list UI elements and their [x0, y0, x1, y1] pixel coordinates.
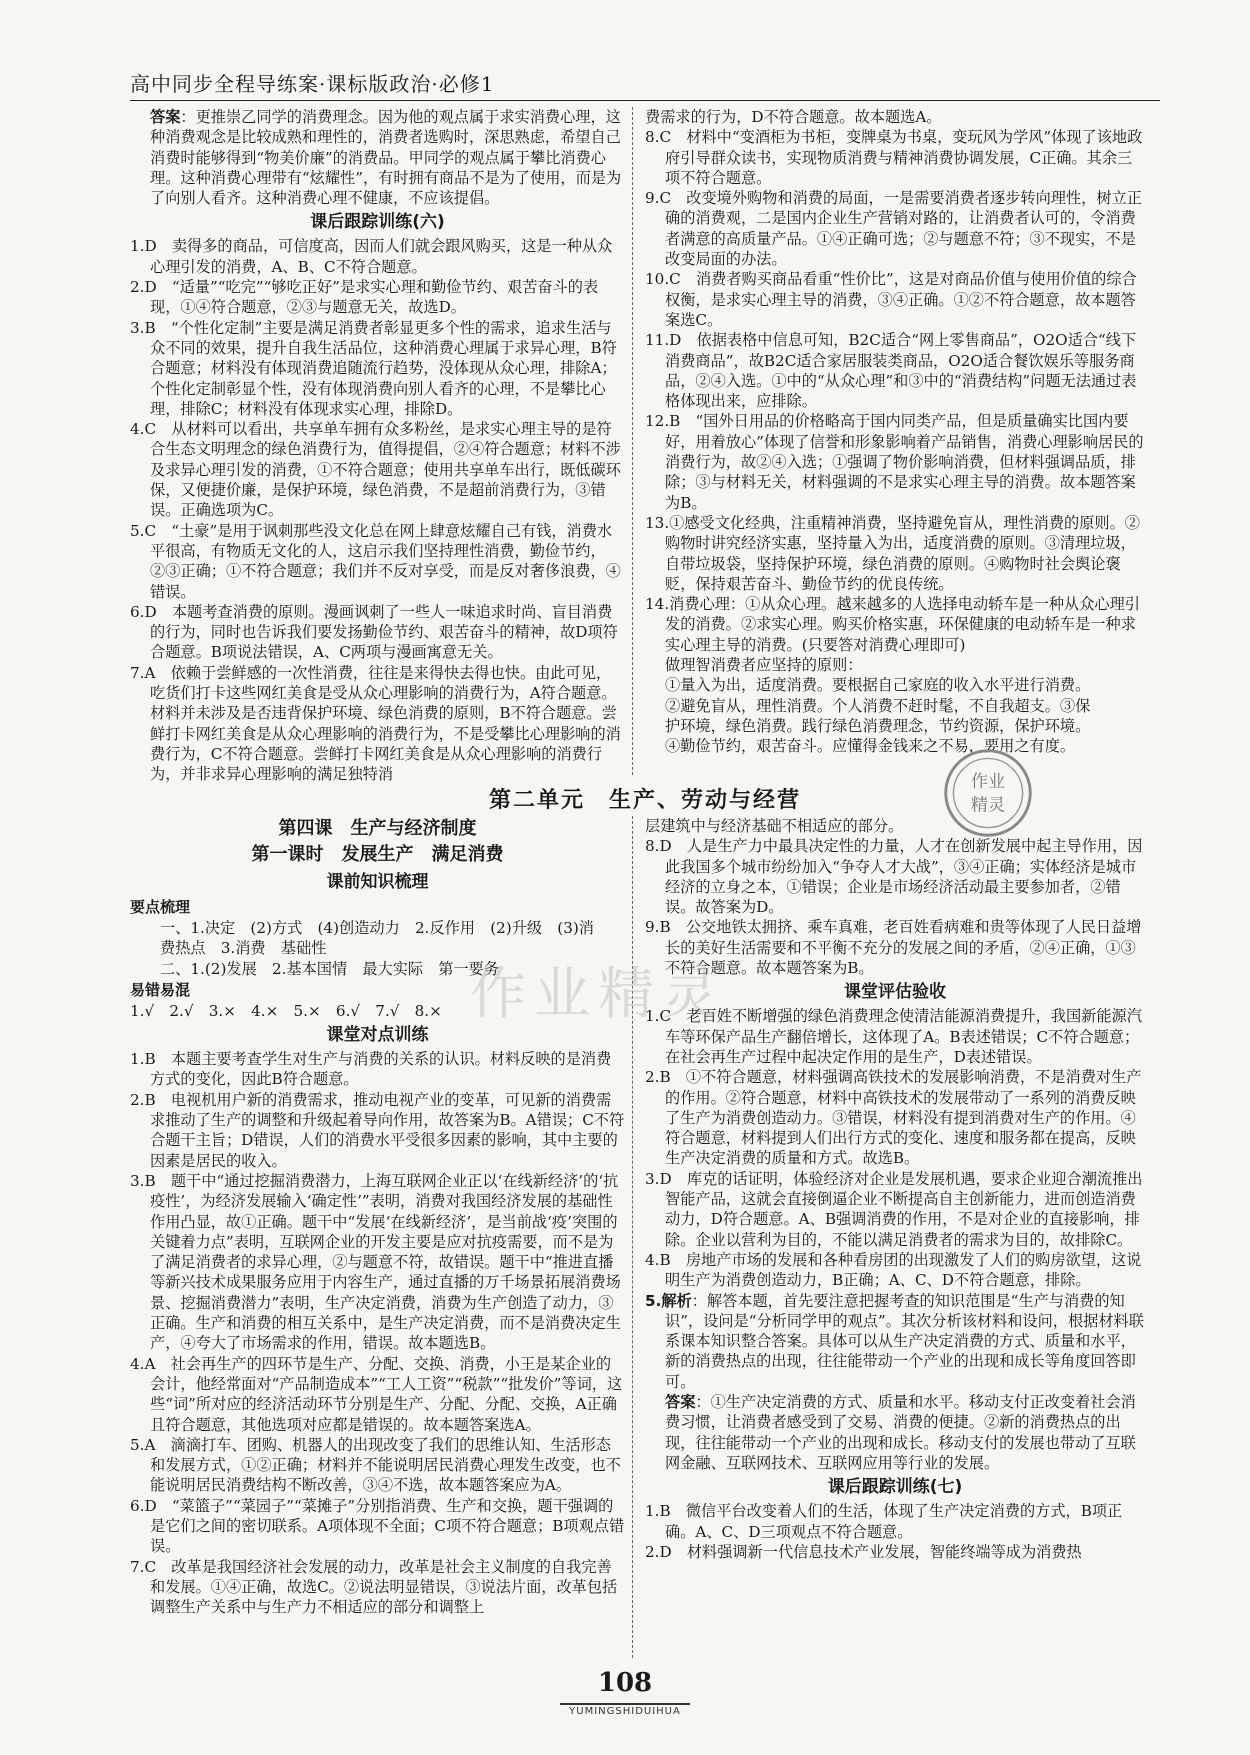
exercise-item: 2.D “适量”“吃完”“够吃正好”是求实心理和勤俭节约、艰苦奋斗的表现，①④符合题意，②③与题意无关，故选D。	[130, 278, 599, 317]
page-number: 108	[597, 1668, 653, 1698]
exercise-item: 1.D 卖得多的商品，可信度高，因而人们就会跟风购买，这是一种从众心理引发的消费，A、B、C不符合题意。	[130, 237, 613, 276]
assessment-exercise-list	[645, 1006, 1145, 1290]
principle-line: ④勤俭节约，艰苦奋斗。应懂得金钱来之不易，要用之有度。	[665, 737, 1076, 756]
exercise-item: 1.B 微信平台改变着人们的生活，体现了生产决定消费的方式，B项正确。A、C、D三项观点不符合题意。	[645, 1502, 1123, 1541]
footer-rule	[560, 1703, 690, 1705]
exercise-item: 3.B 题干中“通过挖掘消费潜力，上海互联网企业正以‘在线新经济’的‘抗疫性’，为经济发展输入‘确定性’”表明，消费对我国经济发展的基础性作用凸显，故①正确。题干中“发展‘在线新经济’，是当前战‘疫’突围的关键着力点”表明，互联网企业的开发主要是应对抗疫需要，而不是为了满足消费者的求异心理，②与题意不符，故错误。题干中“推进直播等新兴技术成果服务应用于内容生产，通过直播的万千场景拓展消费场景、挖掘消费潜力”表明，生产决定消费，消费为生产创造了动力，③正确。生产和消费的相互关系中，是生产决定消费，而不是消费决定生产，④夸大了市场需求的作用，错误。故本题选B。	[130, 1171, 621, 1353]
stamp-text-2: 精灵	[970, 795, 1006, 816]
answer-text-q5: ：①生产决定消费的方式、质量和水平。移动支付正改变着社会消费习惯，让消费者感受到了交易、消费的便捷。②新的消费热点的出现，往往能带动一个产业的出现和成长。移动支付的发展也带动了互联网金融、互联网技术、互联网应用等行业的发展。	[665, 1393, 1136, 1472]
exercise-item: 6.D “菜篮子”“菜园子”“菜摊子”分别指消费、生产和交换，题干强调的是它们之间的密切联系。A项体现不全面；C项不符合题意；B项观点错误。	[130, 1496, 625, 1556]
unit-title: 第二单元 生产、劳动与经营	[488, 788, 801, 813]
principle-line: ①量入为出，适度消费。要根据自己家庭的收入水平进行消费。	[665, 676, 1091, 695]
exercise-item: 14.消费心理：①从众心理。越来越多的人选择电动轿车是一种从众心理引发的消费。②求实心理。购买价格实惠，环保健康的电动轿车是一种求实心理主导的消费。(只要答对消费心理即可)	[645, 595, 1140, 654]
exercise-item: 费需求的行为，D不符合题意。故本题选A。	[645, 108, 942, 126]
column-divider-bottom	[632, 816, 633, 1658]
period-title: 第一课时 发展生产 满足消费	[251, 844, 504, 865]
analysis-label: 5.解析	[645, 1291, 692, 1310]
section-title-in-class: 课堂对点训练	[326, 1025, 429, 1046]
key-point-line: 二、1.(2)发展 2.基本国情 最大实际 第一要务	[160, 959, 500, 978]
answer-label-q5: 答案	[665, 1393, 696, 1412]
answer-label: 答案	[150, 108, 181, 126]
exercise-item: 1.C 老百姓不断增强的绿色消费理念使清洁能源消费提升，我国新能源汽车等环保产品生产翻倍增长，这体现了A。B表述错误；C不符合题意；在社会再生产过程中起决定作用的是生产，D表述错误。	[645, 1007, 1142, 1066]
after-class-7-exercise-list	[645, 1501, 1145, 1562]
exercise-item: 层建筑中与经济基础不相适应的部分。	[645, 817, 904, 835]
exercise-item: 5.A 滴滴打车、团购、机器人的出现改变了我们的思维认知、生活形态和发展方式，①②正确；材料并不能说明居民消费心理发生改变，也不能说明居民消费结构不断改善，③④不选，故本题答案应为A。	[130, 1435, 621, 1495]
header-rule	[130, 100, 1160, 101]
running-header: 高中同步全程导练案·课标版政治·必修1	[130, 72, 495, 96]
exercise-item: 1.B 本题主要考查学生对生产与消费的关系的认识。材料反映的是消费方式的变化，因此B符合题意。	[130, 1050, 612, 1089]
exercise-item: 3.D 库克的话证明，体验经济对企业是发展机遇，要求企业迎合潮流推出智能产品，这就会直接倒逼企业不断提高自主创新能力，进而创造消费动力，D符合题意。A、B强调消费的作用，不是对企业的直接影响，排除。企业以营利为目的，不能以满足消费者的需求为目的，故排除C。	[645, 1169, 1143, 1249]
right-top-column	[645, 107, 1145, 757]
key-point-line: 费热点 3.消费 基础性	[160, 939, 327, 958]
exercise-item: 12.B “国外日用品的价格略高于国内同类产品，但是质量确实比国内要好，用着放心”体现了信誉和形象影响着产品销售，消费心理影响居民的消费行为，故②④入选；①强调了物价影响消费，但材料强调品质，排除；③与材料无关，材料强调的不是求实心理主导的消费。故本题答案为B。	[645, 412, 1144, 512]
common-errors-label: 易错易混	[130, 980, 191, 999]
stamp-seal-icon	[940, 745, 1036, 841]
analysis-text: ：解答本题，首先要注意把握考查的知识范围是“生产与消费的知识”，设问是“分析同学甲的观点”。其次分析该材料和设问，根据材料联系课本知识整合答案。具体可以从生产决定消费的方式、质量和水平，新的消费热点的出现，往往能带动一个产业的出现和成长等角度回答即可。	[665, 1291, 1144, 1391]
exercise-item: 5.C “土豪”是用于讽刺那些没文化总在网上肆意炫耀自己有钱，消费水平很高，有物质无文化的人，这启示我们坚持理性消费，勤俭节约，②③正确；①不符合题意；我们并不反对享受，而是反对奢侈浪费，④错误。	[130, 521, 621, 601]
exercise-item: 8.C 材料中“变酒柜为书柜，变牌桌为书桌，变玩风为学风”体现了该地政府引导群众读书，实现物质消费与精神消费协调发展，C正确。其余三项不符合题意。	[645, 128, 1143, 187]
exercise-item: 2.B ①不符合题意，材料强调高铁技术的发展影响消费，不是消费对生产的作用。②符合题意，材料中高铁技术的发展带动了一系列的消费反映了生产为消费创造动力。③错误，材料没有提到消费对生产的作用。④符合题意，材料提到人们出行方式的变化、速度和服务都在提高，反映生产决定消费的质量和方式。故选B。	[645, 1068, 1142, 1168]
principles-block	[645, 655, 1145, 756]
exercise-item: 4.C 从材料可以看出，共享单车拥有众多粉丝，是求实心理主导的是符合生态文明理念的绿色消费行为，值得提倡，②④符合题意；材料不涉及求异心理引发的消费，①不符合题意；使用共享单车出行，既低碳环保，又便捷价廉，是保护环境，绿色消费，不是超前消费行为，③错误。正确选项为C。	[130, 420, 621, 520]
section-title-assessment: 课堂评估验收	[844, 982, 946, 1003]
footer-text: YUMINGSHIDUIHUA	[569, 1706, 681, 1717]
left-top-column	[130, 107, 625, 785]
principle-line: 做理智消费者应坚持的原则：	[665, 656, 863, 675]
exercise-list	[130, 236, 625, 784]
in-class-exercise-list	[130, 1049, 625, 1617]
key-point-line: 一、1.决定 (2)方式 (4)创造动力 2.反作用 (2)升级 (3)消	[160, 919, 594, 937]
column-divider-top	[632, 107, 633, 775]
exercise-item: 9.B 公交地铁太拥挤、乘车真难，老百姓看病难和贵等体现了人民日益增长的美好生活需要和不平衡不充分的发展之间的矛盾，②④正确，①③不符合题意。故本题答案为B。	[645, 918, 1142, 978]
exercise-item: 13.①感受文化经典，注重精神消费，坚持避免盲从，理性消费的原则。②购物时讲究经济实惠，坚持量入为出，适度消费的原则。③清理垃圾，自带垃圾袋，坚持保护环境，绿色消费的原则。④购物时社会舆论褒贬，保持艰苦奋斗、勤俭节约的优良传统。	[645, 513, 1140, 593]
key-points-label: 要点梳理	[130, 898, 191, 916]
exercise-item: 3.B “个性化定制”主要是满足消费者彰显更多个性的需求，追求生活与众不同的效果，提升自我生活品位，这种消费心理属于求异心理，B符合题意；材料没有体现消费追随流行趋势，没体现从众心理，排除A；个性化定制彰显个性，没有体现消费向别人看齐的心理，不是攀比心理，排除C；材料没有体现求实心理，排除D。	[130, 318, 617, 418]
section-title-after-class-6: 课后跟踪训练(六)	[310, 212, 445, 233]
stamp-text-1: 作业	[970, 772, 1006, 793]
exercise-list-continued	[645, 107, 1145, 655]
section-title-pre-class: 课前知识梳理	[326, 872, 429, 892]
answer-text: ：更推崇乙同学的消费理念。因为他的观点属于求实消费心理，这种消费观念是比较成熟和理性的，消费者选购时，深思熟虑，希望自己消费时能够得到“物美价廉”的消费品。甲同学的观点属于攀比消费心理。这种消费心理带有“炫耀性”，有时拥有商品不是为了使用，而是为了向别人看齐。这种消费心理不健康，不应该提倡。	[150, 108, 622, 208]
watermark: 作业精灵	[470, 962, 726, 1027]
lesson-title: 第四课 生产与经济制度	[278, 818, 477, 839]
exercise-item: 2.D 材料强调新一代信息技术产业发展，智能终端等成为消费热	[645, 1542, 1082, 1561]
left-bottom-column	[130, 816, 625, 1618]
exercise-item: 6.D 本题考查消费的原则。漫画讽刺了一些人一味追求时尚、盲目消费的行为，同时也告诉我们要发扬勤俭节约、艰苦奋斗的精神，故D项符合题意。B项说法错误，A、C两项与漫画寓意无关。	[130, 602, 618, 662]
section-title-after-class-7: 课后跟踪训练(七)	[827, 1477, 963, 1498]
question-5-answer	[645, 1392, 1145, 1473]
question-5-analysis	[645, 1291, 1145, 1392]
principle-line: ②避免盲从，理性消费。个人消费不赶时髦，不自我超支。③保	[665, 696, 1091, 715]
exercise-item: 9.C 改变境外购物和消费的局面，一是需要消费者逐步转向理性，树立正确的消费观，二是国内企业生产营销对路的，让消费者认可的，令消费者满意的高质量产品。①④正确可选；②与题意不符；③不现实，不是改变局面的办法。	[645, 189, 1142, 269]
exercise-item: 7.C 改革是我国经济社会发展的动力，改革是社会主义制度的自我完善和发展。①④正确，故选C。②说法明显错误，③说法片面，改革包括调整生产关系中与生产力不相适应的部分和调整上	[130, 1557, 618, 1617]
principle-line: 护环境，绿色消费。践行绿色消费理念，节约资源，保护环境。	[665, 716, 1091, 735]
right-bottom-column	[645, 816, 1145, 1562]
exercise-item: 2.B 电视机用户新的消费需求，推动电视产业的变革，可见新的消费需求推动了生产的调整和升级起着导向作用，故答案为B。A错误；C不符合题干主旨；D错误，人们的消费水平受很多因素的影响，其中主要的因素是居民的收入。	[130, 1090, 625, 1170]
answer-block	[130, 107, 625, 208]
common-errors-answers: 1.√ 2.√ 3.× 4.× 5.× 6.√ 7.√ 8.×	[130, 1001, 442, 1020]
exercise-item: 10.C 消费者购买商品看重“性价比”，这是对商品价值与使用价值的综合权衡，是求实心理主导的消费，③④正确。①②不符合题意，故本题答案选C。	[645, 270, 1137, 329]
exercise-item: 4.B 房地产市场的发展和各种看房团的出现激发了人们的购房欲望，这说明生产为消费创造动力，B正确；A、C、D不符合题意，排除。	[645, 1250, 1142, 1290]
exercise-item: 11.D 依据表格中信息可知，B2C适合“网上零售商品”，O2O适合“线下消费商品”，故B2C适合家居服装类商品，O2O适合餐饮娱乐等服务商品，②④入选。①中的“从众心理”和③中的“消费结构”问题无法通过表格体现出来，应排除。	[645, 331, 1137, 411]
exercise-item: 8.D 人是生产力中最具决定性的力量，人才在创新发展中起主导作用，因此我国多个城市纷纷加入“争夺人才大战”，③④正确；实体经济是城市经济的立身之本，①错误；企业是市场经济活动最主要参加者，②错误。故答案为D。	[645, 837, 1143, 917]
exercise-item: 7.A 依赖于尝鲜感的一次性消费，往往是来得快去得也快。由此可见，吃货们打卡这些网红美食是受从众心理影响的消费行为，A符合题意。材料并未涉及是否违背保护环境、绿色消费的原则，B不符合题意。尝鲜打卡网红美食是从众心理影响的消费行为，不是受攀比心理影响的消费行为，C不符合题意。尝鲜打卡网红美食是从众心理影响的消费行为，并非求异心理影响的满足独特消	[130, 663, 621, 784]
exercise-item: 4.A 社会再生产的四环节是生产、分配、交换、消费，小王是某企业的会计，他经常面对“产品制造成本”“工人工资”“税款”“批发价”等词，这些“词”所对应的经济活动环节分别是生产、分配、分配、交换，A正确且符合题意，其他选项对应都是错误的。故本题答案选A。	[130, 1354, 623, 1434]
